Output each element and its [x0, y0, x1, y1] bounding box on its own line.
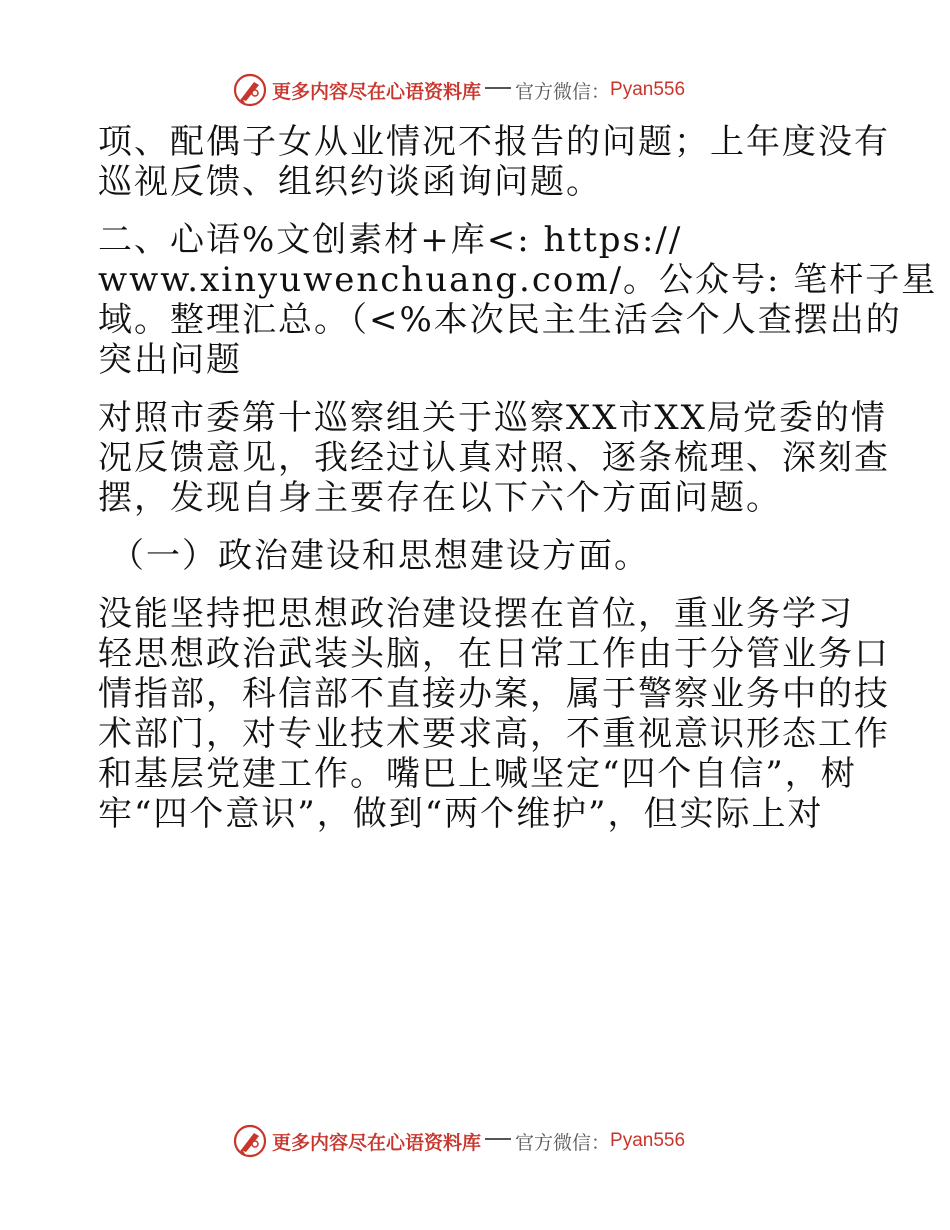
- section-heading: （一）政治建设和思想建设方面。: [110, 536, 650, 576]
- banner-wechat-id: Pyan556: [610, 79, 686, 100]
- footer-watermark-banner: [232, 1121, 792, 1161]
- text-line: 对照市委第十巡察组关于巡察XX市XX局党委的情: [98, 398, 887, 438]
- text-line: 突出问题: [98, 340, 242, 380]
- banner-main-text: 更多内容尽在心语资料库: [272, 1131, 482, 1154]
- text-line: 没能坚持把思想政治建设摆在首位，重业务学习: [98, 594, 854, 634]
- text-line: 情指部，科信部不直接办案，属于警察业务中的技: [98, 674, 890, 714]
- text-line: 摆，发现自身主要存在以下六个方面问题。: [98, 478, 782, 518]
- text-line: 域。整理汇总。（<%本次民主生活会个人查摆出的: [98, 300, 902, 340]
- text-line: 轻思想政治武装头脑，在日常工作由于分管业务口: [98, 634, 890, 674]
- text-line: 术部门，对专业技术要求高，不重视意识形态工作: [98, 714, 890, 754]
- document-body: [98, 122, 938, 834]
- header-watermark-banner: [232, 70, 792, 110]
- text-line: 牢“四个意识”，做到“两个维护”，但实际上对: [98, 794, 824, 834]
- text-line: www.xinyuwenchuang.com/。公众号: 笔杆子星: [98, 260, 938, 300]
- text-line: 二、心语%文创素材+库<: https://: [98, 220, 683, 260]
- banner-dash: [485, 1138, 511, 1140]
- banner-sub-text: 官方微信：: [515, 1131, 611, 1154]
- banner-wechat-id: Pyan556: [610, 1130, 686, 1151]
- quill-pen-logo-icon: [232, 1123, 268, 1159]
- text-line: 和基层党建工作。嘴巴上喊坚定“四个自信”，树: [98, 754, 857, 794]
- banner-sub-text: 官方微信：: [515, 80, 611, 103]
- text-line: 项、配偶子女从业情况不报告的问题；上年度没有: [98, 122, 890, 162]
- banner-main-text: 更多内容尽在心语资料库: [272, 80, 482, 103]
- text-line: 况反馈意见，我经过认真对照、逐条梳理、深刻查: [98, 438, 890, 478]
- banner-dash: [485, 87, 511, 89]
- quill-pen-logo-icon: [232, 72, 268, 108]
- text-line: 巡视反馈、组织约谈函询问题。: [98, 162, 602, 202]
